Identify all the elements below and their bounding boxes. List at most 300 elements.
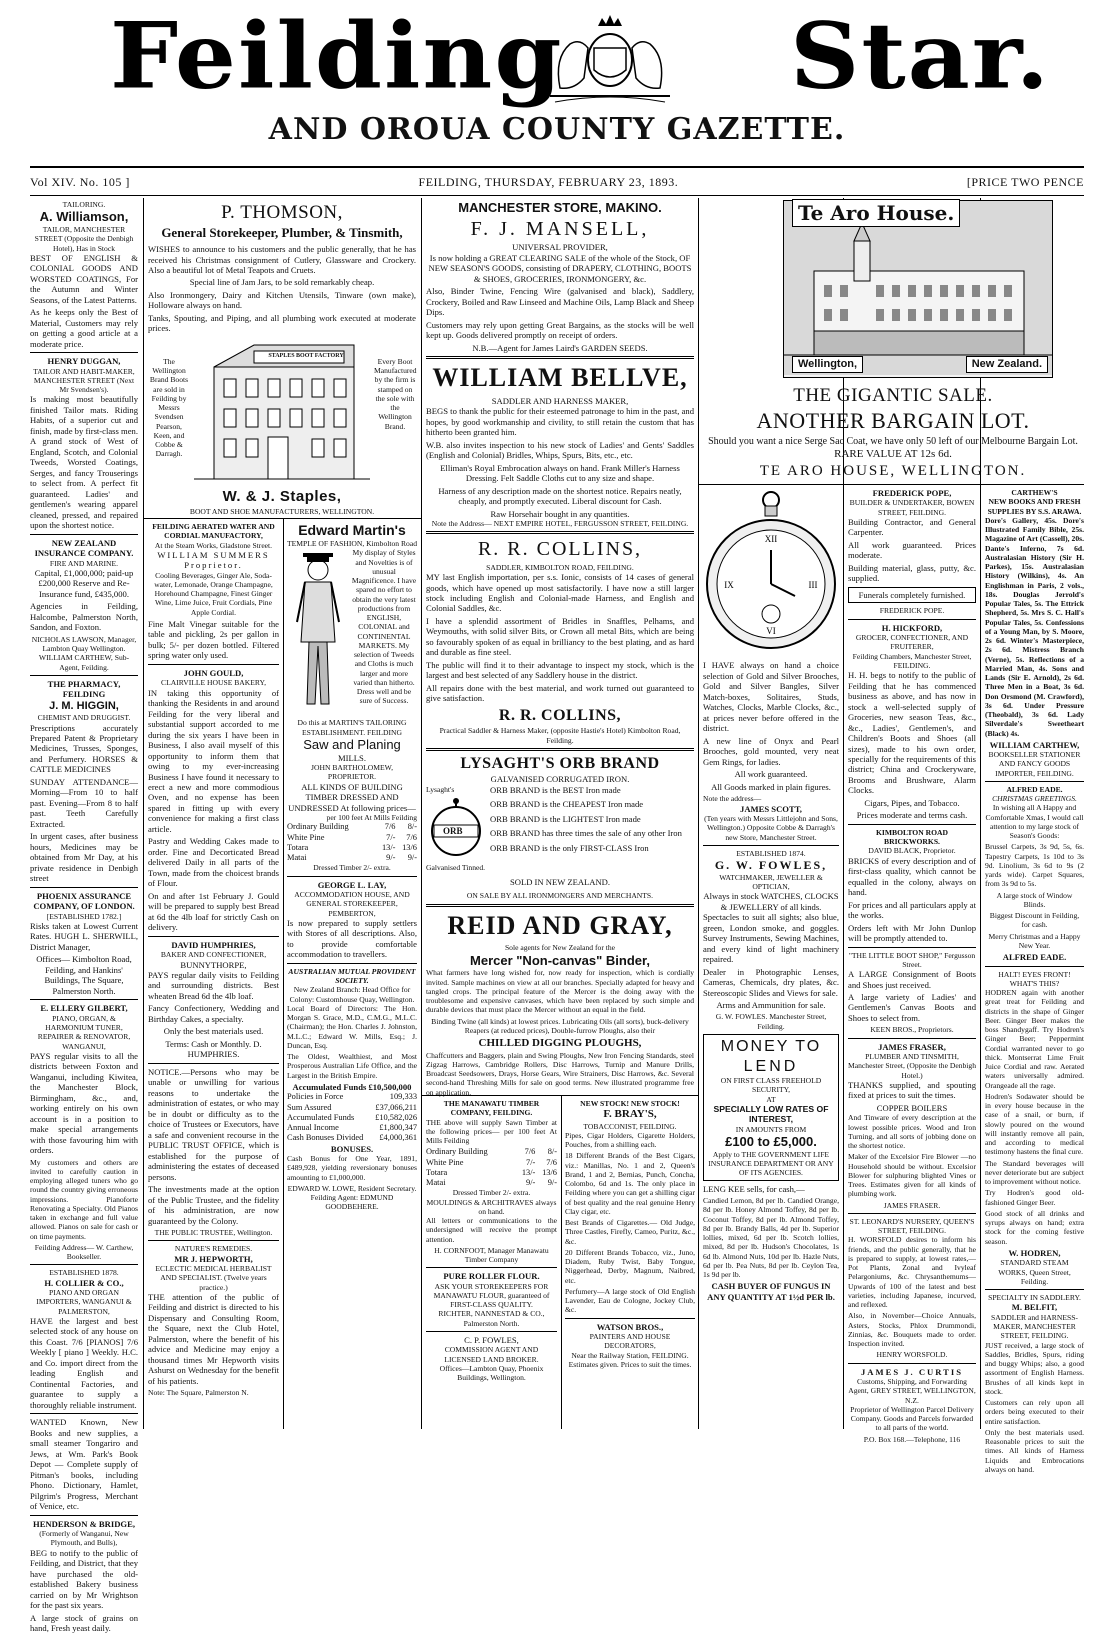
masthead (0, 0, 1114, 160)
table-cell: 7/6 (546, 1157, 557, 1167)
aerated-heading: FEILDING AERATED WATER AND CORDIAL MANUFACTORY, (152, 522, 275, 541)
staples-left-note: The Wellington Brand Boots are sold in Feilding by Messrs Svendsen Pearson, Keen, and Cobbe & Darragh. (149, 356, 189, 459)
williamson-sub: TAILOR, MANCHESTER STREET (Opposite the Denbigh Hotel), Has in Stock (34, 225, 134, 253)
david-black: DAVID BLACK, Proprietor. (868, 846, 956, 856)
table-cell: Ordinary Building (287, 822, 349, 832)
table-row (287, 1123, 417, 1133)
divider (848, 1038, 976, 1039)
divider (143, 518, 421, 519)
reid-sub: Sole agents for New Zealand for the (504, 943, 616, 953)
divider (30, 675, 138, 676)
hickford-body-3: Prices moderate and terms cash. (856, 810, 968, 821)
orb-claim: ORB BRAND is the BEST Iron made (490, 784, 621, 795)
eade-items: Brussel Carpets, 3s 9d, 5s, 6s. Tapestry Carpets, 1s 10d to 3s 9d. Linolium, 3s 6d to 9s (2 yards wide). Carpet Squares, from 3s 9d to 5s. (985, 842, 1084, 889)
column-1 (30, 200, 138, 1634)
fraser-sign: JAMES FRASER. (883, 1200, 941, 1210)
table-row (287, 1092, 417, 1102)
mansell-name: F. J. MANSELL, (470, 217, 650, 240)
duggan-name: HENRY DUGGAN, (47, 356, 121, 367)
amp-sub: New Zealand Branch: Head Office for Colony: Customhouse Quay, Wellington. (289, 985, 415, 1004)
belfit-sub: SADDLER and HARNESS-MAKER, MANCHESTER STREET, FEILDING. (991, 1312, 1078, 1341)
mansell-sub: UNIVERSAL PROVIDER, (512, 242, 608, 253)
divider (30, 887, 138, 888)
chilled-body: Chaffcutters and Baggers, plain and Swing Ploughs, New Iron Fencing Standards, steel Zigzag Harrows, Cambridge Rollers, Disc Harrows, Turnip and Manure Drills, Broadcast Seedsowers, Drays, Horse Gears, Wire Strainers, Disc Harrows, &c. Several second-hand Threshing Mills for sale on good terms. New illustrated programme free on application. (426, 1050, 694, 1097)
staples-sub: BOOT AND SHOE MANUFACTURERS, WELLINGTON. (189, 507, 375, 517)
christmas-greetings: CHRISTMAS GREETINGS. (992, 794, 1077, 804)
on-sale: ON SALE BY ALL IRONMONGERS AND MERCHANTS. (466, 891, 654, 901)
mercer-binder: Mercer "Non-canvas" Binder, (470, 952, 650, 968)
gilbert-body: PAYS regular visits to all the districts between Foxton and Wanganui, including Kiwitea, the Manchester Block, Birmingham, &c., and, working entirely on his own account is in a position to make special arrangements with those favouring him with orders. (30, 1050, 138, 1156)
curtis-body: Proprietor of Wellington Parcel Delivery Company. Goods and Parcels forwarded to all parts of the world. (850, 1404, 974, 1433)
bray-perfumery: Perfumery—A large stock of Old English Lavender, Eau de Cologne, Jockey Club, &c. (565, 1286, 695, 1315)
fowles-sign: G. W. FOWLES. Manchester Street, Feilding. (715, 1012, 827, 1031)
williamson-note: As he keeps only the Best of Material, Customers may rely on getting a good article at a moderate price. (30, 307, 138, 349)
gould-body: IN taking this opportunity of thanking the Residents in and around Feilding for the very liberal and substantial support accorded to me during the six years I have been in Business, I also avail myself of this opportunity to inform them that owing to my ever-increasing Business I have found it necessary to erect a new and more commodious Oven, and no expense has been spared in fitting up with every convenience for making a first class article. (148, 687, 279, 834)
table-cell: 13/6 (402, 842, 417, 852)
divider (426, 356, 694, 359)
collins-name-2: R. R. COLLINS, (498, 706, 622, 724)
sold-nz: SOLD IN NEW ZEALAND. (509, 876, 611, 887)
serge-coat: Should you want a nice Serge Sac Coat, we have only 50 left of our Melbourne Bargain Lot. (708, 436, 1078, 447)
book-list: Dore's Gallery, 45s. Dore's Illustrated Family Bible, 25s. Magazine of Art (Cassell), 20s. Dante's Inferno, 7s 6d. Australasian History (Sir H. Parkes), 15s. Australasian History (Wilkins), 4s. An Englishman in Paris, 2 vols., 18s. Douglas Jerrold's Popular Tales, 5s. The Ettrick Shepherd, 5s. Mrs S. C. Hall's Popular Tales, 5s. Confessions of a Young Man, by S. Moore, 2s 6d. Winter's Masterpiece, 2s 6d. Mistress Branch (Verne), 5s. Reflections of a Married Man, 4s. Sons and Lands (Sir E. Arnold), 2s 6d. Three Men in a Boat, 3s 6d. Don Orsmond (M. Crawford), 3s 6d. Under Pressure (Theobald), 3s 6d. Lady Silverdale's Sweetheart (Black) 4s. (985, 515, 1084, 738)
issue-date: FEILDING, THURSDAY, FEBRUARY 23, 1893. (418, 174, 679, 189)
bray-body: Pipes, Cigar Holders, Cigarette Holders, Pouches, from a shilling each. (565, 1130, 695, 1150)
goodbehere: Feilding Agent: EDMUND GOODBEHERE. (310, 1193, 394, 1212)
cash-buyer: CASH BUYER OF FUNGUS IN ANY QUANTITY AT 1½d PER lb. (707, 1281, 835, 1302)
manawatu-dressed: Dressed Timber 2/- extra. (452, 1188, 531, 1198)
divider (148, 1063, 279, 1064)
table-cell: Totara (287, 842, 309, 852)
divider (985, 781, 1084, 782)
carthew-sub: BOOKSELLER STATIONER AND FANCY GOODS IMPORTER, FEILDING. (988, 750, 1081, 778)
eade-sign: ALFRED EADE. (1002, 952, 1067, 963)
curtis-name: JAMES J. CURTIS (860, 1366, 964, 1377)
mills: MILLS. (338, 752, 366, 763)
cornfoot: H. CORNFOOT, Manager Manawatu Timber Company (434, 1245, 549, 1264)
svg-text:XII: XII (764, 534, 778, 544)
issue-price: [PRICE TWO PENCE (966, 174, 1084, 189)
fowles-c: C. P. FOWLES, (464, 1334, 519, 1345)
gould-sub: CLAIRVILLE HOUSE BAKERY, (161, 678, 266, 688)
divider (30, 1515, 138, 1516)
aerated-sub: At the Steam Works, Gladstone Street. (154, 540, 273, 550)
pope-sub: BUILDER & UNDERTAKER, BOWEN STREET, FEILDING. (849, 498, 975, 517)
watson-foot: Estimates given. Prices to suit the times. (568, 1359, 692, 1369)
gilbert-sub: PIANO, ORGAN, & HARMONIUM TUNER, REPAIRER & RENOVATOR, WANGANUI, (37, 1013, 131, 1051)
manawatu-body-2: All letters or communications to the undersigned will receive the prompt attention. (426, 1216, 557, 1244)
table-cell: Matai (287, 853, 307, 863)
hodren-body-5: Good stock of all drinks and syrups always on hand; extra stock for the coming festive season. (985, 1208, 1084, 1246)
watson-sub: PAINTERS AND HOUSE DECORATORS, (589, 1332, 671, 1351)
table-cell: 7/6 (406, 832, 417, 842)
offices: Offices—Lambton Quay, Phoenix Buildings, Wellington. (439, 1363, 544, 1383)
galvanised-tinned: Galvanised Tinned. (426, 862, 486, 872)
table-cell: Sum Assured (287, 1102, 332, 1112)
public-trustee-sign: THE PUBLIC TRUSTEE, Wellington. (154, 1228, 273, 1238)
pope-name: FREDERICK POPE, (872, 488, 952, 498)
royal-crest-icon (520, 10, 700, 105)
bellve-hair: Raw Horsehair bought in any quantities. (490, 508, 630, 519)
collier-est: ESTABLISHED 1878. (49, 1268, 119, 1278)
column-4 (703, 488, 839, 1429)
table-row (287, 1133, 417, 1143)
table-row (287, 1113, 417, 1123)
collins-body-4: All repairs done with the best material, and work turned out guaranteed to give satisfaction. (426, 682, 694, 704)
pharmacy-heading: THE PHARMACY, FEILDING (47, 678, 121, 700)
brickworks: KIMBOLTON ROAD BRICKWORKS. (876, 827, 948, 847)
nz-insurance-heading: NEW ZEALAND INSURANCE COMPANY. (34, 537, 134, 559)
mansell-body-2: Also, Binder Twine, Fencing Wire (galvanised and black), Saddlery, Crockery, Boiled and Raw Linseed and Machine Oils, Lamp Black and Sheep Dips. (426, 286, 694, 318)
collins-body-2: I have a splendid assortment of Bridles in Snaffles, Pelhams, and Weymouths, with solid silver Bits, or Crown all metal Bits, which are being so favourably spoken of as equal in brilliancy to the best plating, and as hard and durable as fine steel. (426, 615, 694, 658)
masthead-subtitle: AND OROUA COUNTY GAZETTE. (268, 112, 846, 147)
eade-merry: Merry Christmas and a Happy New Year. (988, 931, 1081, 950)
new-stock: NEW STOCK! NEW STOCK! (580, 1099, 680, 1108)
table-row (426, 1178, 557, 1188)
column-5 (848, 488, 977, 1444)
humphries-terms: Terms: Cash or Monthly. D. HUMPHRIES. (165, 1038, 262, 1060)
divider (421, 1095, 698, 1096)
hickford-address: Feilding Chambers, Manchester Street, FEILDING. (852, 651, 972, 670)
fowles-sub: WATCHMAKER, JEWELLER & OPTICIAN, (719, 872, 823, 891)
lay-sub: ACCOMMODATION HOUSE, AND GENERAL STOREKEEPER, PEMBERTON, (294, 890, 410, 918)
humphries-sub: BAKER AND CONFECTIONER, (160, 950, 267, 960)
divider (426, 531, 694, 534)
collier-body: HAVE the largest and best selected stock of any house on this Coast. 7/6 [PIANOS] 7/6 Weekly [ piano ] Weekly. H.C. and Co. import direct from the leading English and Continental Factories, and guarantee to supply a thoroughly reliable instrument. (30, 1315, 138, 1410)
st-leonards-nursery: ST. LEONARD'S NURSERY, QUEEN'S STREET, FEILDING. (849, 1216, 975, 1236)
phoenix-heading: PHOENIX ASSURANCE COMPANY, OF LONDON. (33, 890, 135, 912)
lysaght-heading: LYSAGHT'S ORB BRAND (460, 754, 660, 772)
brick-body-3: Orders left with Mr John Dunlop will be promptly attended to. (848, 922, 976, 944)
vinegar: Fine Malt Vinegar suitable for the table and pickling, 2s per gallon in bulk; 5/- per dozen bottled. Filtered spring water only used. (148, 618, 279, 661)
lysaght-sub: GALVANISED CORRUGATED IRON. (490, 774, 630, 785)
te-aro-advert (703, 200, 1083, 482)
table-cell: 9/- (407, 853, 417, 863)
bellve-address: Note the Address— NEXT EMPIRE HOTEL, FERGUSSON STREET, FEILDING. (431, 519, 689, 529)
collier-sub: PIANO AND ORGAN IMPORTERS, WANGANUI & PALMERSTON, (36, 1288, 132, 1316)
scott-name: JAMES SCOTT, (740, 803, 802, 814)
divider (287, 963, 417, 964)
commission: COMMISSION AGENT AND LICENSED LAND BROKER. (444, 1345, 539, 1364)
bellve-body: BEGS to thank the public for their esteemed patronage to him in the past, and hopes, by good workmanship and civility, to still retain the custom that has hitherto been granted him. (426, 406, 694, 438)
tailoring-heading: TAILORING. (62, 200, 106, 209)
staples-sign: STAPLES BOOT FACTORY (268, 352, 344, 359)
fowles-stock: Always in stock WATCHES, CLOCKS & JEWELLERY of all kinds. (703, 891, 839, 912)
little-boot-shop: "THE LITTLE BOOT SHOP," Fergusson Street. (848, 950, 976, 969)
te-aro-wellington-footer: TE ARO HOUSE, WELLINGTON. (759, 462, 1027, 479)
gilbert-body-2: My customers and others are invited to carefully caution in employing alleged tuners who go round the country giving erroneous impressions. Pianoforte Renovating a Specialty. Old Pianos taken in exchange and full value allowed. Pianos on sale for cash or on time payments. (30, 1157, 138, 1241)
gilbert-address: Feilding Address— W. Carthew, Bookseller. (34, 1242, 134, 1262)
column-6 (985, 488, 1084, 1474)
leng-kee: LENG KEE sells, for cash,— (703, 1183, 805, 1194)
curtis-box: P.O. Box 168.—Telephone, 116 (863, 1434, 961, 1444)
duggan-sub: TAILOR AND HABIT-MAKER, MANCHESTER STREET (Next Mr Svendsen's). (33, 366, 135, 395)
column-2b (287, 522, 417, 1429)
thomson-line-3: Also Ironmongery, Dairy and Kitchen Utensils, Tinware (own make), Holloware always on hand. (148, 289, 416, 311)
gould-body-3: On and after 1st February J. Gould will be prepared to supply best Bread at 6d the 4lb loaf for strictly Cash on delivery. (148, 890, 279, 933)
divider (426, 904, 694, 907)
table-cell: Matai (426, 1178, 446, 1187)
hodren-name: W. HODREN, (1008, 1247, 1061, 1258)
collins-body: MY last English importation, per s.s. Ionic, consists of 14 cases of general goods, which have opened up most satisfactorily. I have now a still larger stock including English and Colonial-made Harness, and English and Colonial Saddles, &c. (426, 572, 694, 614)
hepworth-body: THE attention of the public of Feilding and district is directed to his Dispensary and Consulting Room, the Square, next the Club Hotel, Palmerston, where the benefit of his advice and Medicine may enjoy a thousand times Mr Hepworth visits Ashurst on Wednesday for the benefit of his patients. (148, 1291, 279, 1386)
special-rates: SPECIALLY LOW RATES OF INTEREST, (713, 1103, 829, 1125)
reid-body-2: Binding Twine (all kinds) at lowest prices. Lubricating Oils (all sorts), buck-delivery Reapers (at reduced prices), Double-furrow Ploughs, also their (431, 1016, 689, 1035)
little-boot-body-2: A large variety of Ladies' and Gentlemen's Canvas Boots and Shoes to select from. (848, 991, 976, 1023)
worsfold-sign: HENRY WORSFOLD. (876, 1350, 948, 1360)
bellve-name: WILLIAM BELLVE, (432, 363, 688, 393)
wanted-notice: WANTED Known, New Books and new supplies, a small steamer Tongariro and Jews, at Wm. Park's Book Depot — Complete supply of Pitman's books, including Phono. Dictionary, Hamlet, Pilgrim's Progress, Merchant of Venice, etc. (30, 1417, 138, 1512)
watson-address: Near the Railway Station, FEILDING. (571, 1350, 689, 1360)
table-cell: 7/- (386, 832, 396, 842)
gould-body-2: Pastry and Wedding Cakes made to order. Fine and Decorticated Bread delivered Daily in all parts of the Town, made from the choicest brands of Flour. (148, 836, 279, 889)
table-cell: Totara (426, 1167, 448, 1177)
table-row (426, 1168, 557, 1178)
bellve-sub: SADDLER AND HARNESS MAKER, (491, 395, 629, 406)
sawmills-heading: Saw and Planing (303, 736, 401, 752)
manawatu-body: THE above will supply Sawn Timber at the following prices— per 100 feet At Mills Feilding (426, 1117, 557, 1145)
hickford-body-2: Cigars, Pipes, and Tobacco. (864, 797, 960, 808)
divider (30, 1264, 138, 1265)
brick-body-2: For prices and all particulars apply at the works. (848, 899, 976, 921)
table-cell: £37,066,211 (375, 1102, 417, 1112)
dateline (30, 172, 1084, 192)
orb-advert (426, 785, 694, 877)
table-cell: 7/6 (524, 1147, 536, 1157)
fire-marine: FIRE AND MARINE. (49, 558, 119, 568)
bray-18: 18 Different Brands of the Best Cigars, viz.: Manillas, No. 1 and 2, Queen's Brand, 1 and 2, Bernias, Punch, Concha, Colombo, 6d and 1s. The only place in Feilding where you can get a shilling cigar of best quality and the real genuine Henry Clay cigar, etc. (565, 1151, 695, 1216)
table-cell: White Pine (426, 1157, 464, 1167)
scott-note: Note the address— (703, 794, 762, 804)
money-at: AT (766, 1094, 776, 1104)
summers: WILLIAM SUMMERS Proprietor. (157, 549, 270, 571)
bonuses-heading: BONUSES. (330, 1143, 374, 1154)
nz-insurance-agents: Agencies in Feilding, Halcombe, Palmerston North, Sandon, and Foxton. (30, 601, 138, 633)
scott-body-4: All Goods marked in plain figures. (711, 781, 831, 792)
svg-text:III: III (808, 580, 818, 590)
te-aro-title: Te Aro House. (792, 199, 960, 227)
bray-best: Best Brands of Cigarettes.— Old Judge, Three Castles, Firefly, Cameo, Puritz, &c., &c. (565, 1218, 695, 1246)
reid-body: What farmers have long wished for, now ready for inspection, which is cordially invited. Sample machines on view at all our branches. Specially adapted for heavy and tangled crops. The principal feature of the Mercer is the doing away with the troublesome and expensive canvases, which have been replaced by such simple and durable devices that must place the Mercer without an equal in the field. (426, 968, 694, 1015)
carthews-label: CARTHEW'S (1011, 488, 1058, 497)
money-sums: IN AMOUNTS FROM (735, 1124, 807, 1134)
hodren-body-2: Hodren's Sodawater should be in every house because in the case of a snail, or burn, if slowly poured on the wound will instantly remove all pain, and according to medical testimony hastens the final cure. (985, 1091, 1084, 1157)
manawatu-heading: THE MANAWATU TIMBER COMPANY, FEILDING. (443, 1099, 540, 1118)
pocket-watch-icon (703, 488, 839, 658)
brick-body: BRICKS of every description and of first-class quality, which cannot be equalled in the colony, always on hand. (848, 855, 976, 898)
orb-label: ORB (443, 825, 463, 836)
lay-body: Is now prepared to supply settlers with Stores of all descriptions. Also, to provide comfortable accommodation to travellers. (287, 917, 417, 960)
timber-note: per 100 feet At Mills Feilding (326, 813, 417, 823)
fowles-body: Spectacles to suit all sights; also blue, green, London smoke, and goggles. Survey Instruments, Sewing Machines, and every kind of light machinery repaired. (703, 912, 839, 965)
staples-right-note: Every Boot Manufactured by the firm is stamped on the sole with the Wellington Brand. (374, 356, 417, 431)
divider (426, 1267, 557, 1268)
phoenix-est: [ESTABLISHED 1782.] (46, 911, 122, 921)
timber-price-table (287, 822, 417, 863)
pharmacy-body: Prescriptions accurately Prepared Patent & Proprietary Medicines, Trusses, Sponges, and Perfumery. HORSES & CATTLE MEDICINES (30, 722, 138, 775)
thomson-sub: General Storekeeper, Plumber, & Tinsmith, (161, 225, 403, 241)
scott-body: I HAVE always on hand a choice selection of Gold and Silver Brooches, Gold and Silver Bangles, Silver Match-boxes, Solitaires, Studs, Watches, Clocks, Marble Clocks, &c., at prices never before offered in the district. (703, 660, 839, 734)
divider (148, 1240, 279, 1241)
eade-blinds: A large stock of Window Blinds. (996, 890, 1073, 909)
table-cell: 8/- (407, 822, 417, 832)
divider (426, 1331, 557, 1332)
lay-name: GEORGE L. LAY, (317, 879, 387, 890)
fraser-sub: PLUMBER AND TINSMITH, Manchester Street, (Opposite the Denbigh Hotel.) (848, 1052, 977, 1080)
hepworth-sub: ECLECTIC MEDICAL HERBALIST AND SPECIALIST. (Twelve years practice.) (155, 1264, 272, 1292)
column-rule (421, 198, 422, 1429)
fowles-body-3: Arms and Ammunition for sale. (716, 1000, 826, 1010)
bunnythorpe: BUNNYTHORPE, (180, 959, 247, 970)
fraser-body-2: And Tinware of every description at the lowest possible prices. Wood and Iron Turning, and all sorts of jobbing done on the shortest notice. (848, 1113, 976, 1151)
orb-claim: ORB BRAND is the only FIRST-CLASS Iron (490, 842, 649, 853)
money-apply: Apply to THE GOVERNMENT LIFE INSURANCE DEPARTMENT OR ANY OF ITS AGENCIES. (708, 1149, 834, 1178)
te-aro-nz: New Zealand. (966, 356, 1048, 373)
carthew-sub-agent: WILLIAM CARTHEW, Sub-Agent, Feilding. (38, 653, 130, 672)
amp-body-2: The Oldest, Wealthiest, and Most Prosperous Australian Life Office, and the Largest in the British Empire. (287, 1052, 417, 1080)
thomson-body: WISHES to announce to his customers and the public generally, that he has received his Christmas consignment of Cutlery, Glassware and Crockery. Also a beautiful lot of Metal Teapots and Cruets. (148, 244, 416, 275)
divider (848, 947, 976, 948)
divider (848, 824, 976, 825)
table-cell: £4,000,361 (379, 1133, 417, 1143)
bellve-body-3: Elliman's Royal Embrocation always on hand. Frank Miller's Harness Dressing. Felt Saddle Cloths cut to any size and shape. (440, 462, 680, 484)
sunday-attendance: SUNDAY ATTENDANCE— Morning—From 10 to half past. Evening—From 8 to half past. Teeth Carefully Extracted. (30, 776, 138, 829)
lowe: EDWARD W. LOWE, Resident Secretary. (287, 1183, 417, 1193)
pope-body-2: All work guaranteed. Prices moderate. (848, 539, 976, 561)
hickford-body: H. H. begs to notify to the public of Feilding that he has commenced business as above, and has now in stock a well-selected supply of Groceries, new season Teas, &c., &c., Ladies', Gentlemen's, and Children's Boots and Shoes (all sizes), made to his own order, specially for the requirements of this district; China and Crockeryware, Brooms and Brushware, Alarm Clocks. (848, 670, 976, 796)
fraser-body-3: Maker of the Excelsior Fire Blower —no Household should be without. Excelsior Blower for sulphuring blighted Vines or Trees. Estimates given for all kinds of plumbing work. (848, 1152, 976, 1199)
belfit-body: JUST received, a large stock of Saddles, Bridles, Spurs, riding and buggy Whips; also, a good assortment of English Harness. Brushes of all kinds kept in stock. (985, 1340, 1084, 1396)
gilbert-name: E. ELLERY GILBERT, (40, 1003, 128, 1014)
mansell-body: Is now holding a GREAT CLEARING SALE of the whole of the Stock, OF NEW SEASON'S GOODS, consisting of DRAPERY, CLOTHING, BOOTS & SHOES, GROCERIES, IRONMONGERY, &c. (428, 252, 692, 284)
divider (287, 876, 417, 877)
column-3b (565, 1099, 695, 1429)
table-row (287, 822, 417, 832)
rare-value: RARE VALUE AT 12s 6d. (834, 448, 952, 461)
te-aro-engraving (783, 200, 1053, 378)
pope-body-3: Building material, glass, putty, &c. supplied. (848, 562, 976, 584)
reid-name: REID AND GRAY, (447, 910, 673, 940)
eade-heading: ALFRED EADE. (1006, 784, 1063, 794)
table-row (426, 1147, 557, 1157)
keen-bros: KEEN BROS., Proprietors. (870, 1025, 954, 1035)
humphries-body-3: Only the best materials used. (163, 1026, 264, 1037)
table-cell: £1,800,347 (379, 1123, 417, 1133)
table-cell: Ordinary Building (426, 1147, 488, 1157)
henderson-foot: A large stock of grains on hand, Fresh yeast daily. (30, 1612, 138, 1634)
volume-number: Vol XIV. No. 105 ] (30, 174, 130, 189)
table-cell: 13/- (381, 842, 396, 852)
eade-body: In wishing all A Happy and Comfortable Xmas, I would call attention to my large stock of Season's Goods: (985, 803, 1084, 841)
fowles-name: G. W. FOWLES, (714, 858, 828, 873)
hodren-body-3: The Standard beverages will never deteriorate but are subject to improvement without notice. (985, 1158, 1084, 1187)
sunday-note: In urgent cases, after business hours, Medicines may be obtained from Mr Day, at his private residence in Denbigh street (30, 831, 138, 884)
gentleman-figure-icon (287, 552, 349, 712)
column-rule (283, 518, 284, 1429)
duggan-body: Is making most beautifully finished Tailor mats. Riding Habits, of a superior cut and finish, made by first-class men. A grand stock of West of England, Scotch, and Colonial Tweeds, Worsted Coatings, Serges, and fancy Trouserings to select from. A perfect fit guaranteed. Ladies' and gentlemen's wearing apparel cleaned, pressed, and repaired upon the shortest notice. (30, 394, 138, 531)
phoenix-body: Risks taken at Lowest Current Rates. HUGH L. SHERWILL, District Manager, (30, 920, 138, 952)
worsfold-body-2: Also, in November—Choice Annuals, Asters, Stocks, Phlox Drummondi, Zinnias, &c. Bouquets made to order. Inspection invited. (848, 1311, 976, 1349)
funerals-box: Funerals completely furnished. (848, 587, 976, 603)
lysaght-small: Lysaght's (426, 784, 455, 794)
table-cell: 7/- (526, 1157, 536, 1167)
divider (30, 1413, 138, 1414)
staples-name: W. & J. Staples, (222, 487, 342, 505)
divider (426, 748, 694, 751)
divider (703, 845, 839, 846)
dressed-timber: Dressed Timber 2/- extra. (313, 863, 391, 873)
table-cell: Policies in Force (287, 1092, 344, 1102)
worsfold-body: H. WORSFOLD desires to inform his friends, and the public generally, that he is prepared to supply, at lowest rates,—Pot Plants, Zonal and Ivyleaf Pelargoniums, &c. Chrysanthemums—Upwards of 100 of the latest and best varieties, including Japanese, incurved, and reflexed. (848, 1235, 976, 1310)
scott-body-2: A new line of Onyx and Pearl Brooches, gold mounted, very neat Gem Rings, for ladies. (703, 735, 839, 767)
humphries-body-2: Fancy Confectionery, Wedding and Birthday Cakes, a specialty. (148, 1003, 279, 1024)
roller-sub: ASK YOUR STOREKEEPERS FOR MANAWATU FLOUR, guaranteed of FIRST-CLASS QUALITY. (433, 1281, 550, 1310)
copper-boilers: COPPER BOILERS (876, 1102, 948, 1113)
henderson-body: BEG to notify to the public of Feilding, and District, that they have purchased the old-established Bakery business carried on by Mr Wrightson for the past six years. (30, 1547, 138, 1611)
humphries-body: PAYS regular daily visits to Feilding and surrounding districts. Best wheaten Bread 6d the 4lb loaf. (148, 970, 279, 1001)
bonuses-body: Cash Bonus for One Year, 1891, £489,928, yielding reversionary bonuses amounting to £1,000,000. (287, 1154, 417, 1182)
williamson-body: BEST OF ENGLISH & COLONIAL GOODS AND WORSTED COATINGS, For the Autumn and Winter Seasons, of the Latest Patterns. (30, 252, 138, 305)
table-cell: Annual Income (287, 1123, 339, 1133)
amp-heading: AUSTRALIAN MUTUAL PROVIDENT SOCIETY. (288, 966, 416, 986)
lend-heading: LEND (743, 1057, 799, 1075)
column-rule (143, 198, 144, 1429)
staples-illustration (148, 337, 416, 487)
table-row (287, 843, 417, 853)
chemist: CHEMIST AND DRUGGIST. (37, 713, 131, 723)
martin-name: Edward Martin's (298, 522, 406, 538)
mansell-nb: N.B.—Agent for James Laird's GARDEN SEEDS. (472, 342, 648, 353)
table-cell: 7/6 (384, 822, 396, 832)
bray-name: F. BRAY'S, (603, 1108, 657, 1121)
orb-claim: ORB BRAND has three times the sale of any other Iron (490, 828, 682, 839)
collier-name: H. COLLIER & CO., (44, 1277, 124, 1288)
top-rule (30, 166, 1084, 168)
public-trust-notice: NOTICE.—Persons who may be unable or unwilling for various reasons to undertake the administration of estates, or who may be in doubt or difficulty as to the choice of Trustees or Executors, have a safe and convenient recourse in the PUBLIC TRUST OFFICE, which is established for the purpose of administering the estates of deceased persons. (148, 1066, 279, 1182)
svg-text:IX: IX (724, 580, 734, 590)
belfit-name: M. BELFIT, (1011, 1302, 1058, 1313)
masthead-title-right: Star. (790, 1, 1052, 110)
mouldings: MOULDINGS & ARCHITRAVES always on hand. (426, 1197, 557, 1216)
thomson-line-2: Special line of Jam Jars, to be sold remarkably cheap. (189, 277, 375, 288)
mansell-body-3: Customers may rely upon getting Great Bargains, as the stocks will be well kept up. Goods delivered promptly on receipt of orders. (426, 319, 694, 341)
table-cell: 8/- (547, 1147, 557, 1157)
divider (30, 352, 138, 353)
hickford-name: H. HICKFORD, (881, 622, 943, 633)
divider (985, 1289, 1084, 1290)
pope-body: Building Contractor, and General Carpenter. (848, 516, 976, 538)
orb-claims (490, 785, 690, 857)
column-2-top (148, 200, 416, 516)
orb-claim: ORB BRAND is the LIGHTEST Iron made (490, 813, 641, 824)
scott-body-3: All work guaranteed. (734, 769, 808, 780)
table-row (287, 1103, 417, 1113)
collins-name: R. R. COLLINS, (477, 538, 643, 561)
hepworth-pre: NATURE'S REMEDIES. (174, 1244, 253, 1254)
divider (985, 966, 1084, 967)
divider (148, 664, 279, 665)
leng-kee-items: Candied Lemon, 8d per lb. Candied Orange, 8d per lb. Honey Almond Toffey, 8d per lb. Coconut Toffey, 8d per lb. Almond Toffey, 8d per lb. Brandy Balls, 4d per lb. Superior lollies, mixed, 6d per lb. Scotch lollies, mixed, 8d per lb. Hudson's Chocolates, 1s 6d lb. Almond Nuts, 10d per lb. Hazle Nuts, 6d per lb. Pea Nuts, 8d per lb. Ceylon Tea, 1s 9d per lb. (703, 1196, 839, 1280)
te-aro-wellington: Wellington, (792, 356, 863, 373)
pope-sign: FREDERICK POPE. (879, 606, 945, 616)
divider (148, 936, 279, 937)
table-row (426, 1158, 557, 1168)
richter: RICHTER, NANNESTAD & CO., Palmerston North. (438, 1309, 545, 1328)
table-cell: 109,333 (389, 1092, 417, 1102)
manawatu-price-table (426, 1147, 557, 1188)
divider (848, 619, 976, 620)
roller-flour: PURE ROLLER FLOUR. (443, 1271, 540, 1282)
divider (565, 1318, 695, 1319)
